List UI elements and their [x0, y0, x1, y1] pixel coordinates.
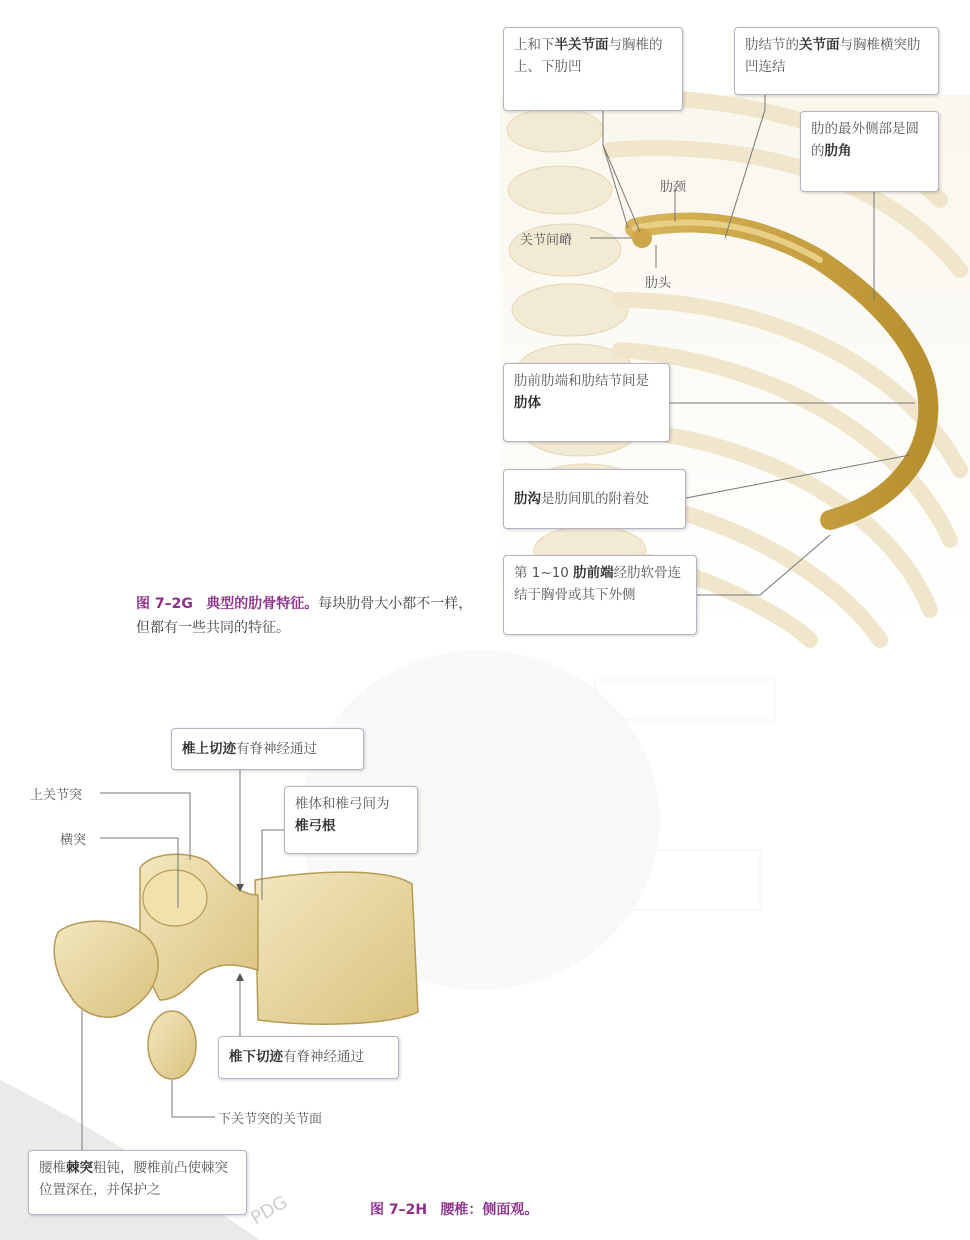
callout-text: 肋结节的 — [745, 37, 799, 53]
callout-term: 肋沟 — [514, 491, 541, 507]
callout-term: 肋体 — [514, 395, 541, 411]
label-rib-head: 肋头 — [645, 276, 672, 291]
figure-title: 腰椎：侧面观。 — [440, 1202, 539, 1218]
figure-number: 图 7–2G — [136, 596, 193, 612]
callout-rib-angle — [800, 111, 939, 192]
callout-text: 第 1~10 — [514, 565, 574, 581]
callout-text: 经肋软骨连结于胸骨或其下外侧 — [514, 565, 682, 603]
callout-term: 关节面 — [799, 37, 840, 53]
callout-text: 椎体和椎弓间为 — [295, 796, 390, 812]
callout-term: 椎下切迹 — [229, 1049, 283, 1065]
watermark-text: PDG — [247, 1191, 292, 1230]
callout-text: 是肋间肌的附着处 — [541, 491, 649, 507]
label-superior-articular-process: 上关节突 — [30, 788, 83, 803]
label-interarticular-crest: 关节间嵴 — [520, 233, 573, 248]
figure-7-2h-caption — [370, 1198, 630, 1222]
callout-term: 肋角 — [824, 143, 852, 159]
callout-costal-groove — [503, 469, 686, 529]
label-rib-neck: 肋颈 — [660, 180, 687, 195]
figure-title: 典型的肋骨特征。 — [206, 596, 319, 612]
callout-text: 肋前肋端和肋结节间是 — [514, 373, 649, 389]
callout-pedicle — [284, 786, 418, 854]
label-inferior-articular-facet: 下关节突的关节面 — [218, 1112, 323, 1127]
callout-text: 与胸椎的上、下肋凹 — [514, 37, 663, 75]
callout-rib-body — [503, 363, 670, 442]
callout-text: 有脊神经通过 — [283, 1049, 364, 1065]
callout-text: 腰椎 — [39, 1160, 66, 1176]
callout-inferior-notch — [218, 1036, 399, 1079]
callout-text: 粗钝，腰椎前凸使棘突位置深在，并保护之 — [39, 1160, 228, 1198]
callout-term: 棘突 — [66, 1160, 93, 1176]
label-transverse-process: 横突 — [60, 833, 87, 848]
callout-text: 肋的最外侧部是圆的 — [811, 121, 919, 159]
callout-term: 椎上切迹 — [182, 741, 236, 757]
callout-term: 肋前端 — [573, 565, 614, 581]
callout-articular-facets — [503, 27, 683, 111]
figure-number: 图 7–2H — [370, 1202, 428, 1218]
figure-description: 每块肋骨大小都不一样，但都有一些共同的特征。 — [136, 596, 473, 636]
callout-term: 半关节面 — [554, 37, 609, 53]
callout-text: 上和下 — [514, 37, 555, 53]
figure-7-2g-caption — [136, 592, 476, 640]
callout-superior-notch — [171, 728, 364, 770]
callout-rib-front-end — [503, 555, 697, 635]
callout-text: 有脊神经通过 — [236, 741, 317, 757]
callout-spinous-process — [28, 1150, 247, 1215]
callout-term: 椎弓根 — [295, 818, 336, 834]
callout-text: 与胸椎横突肋凹连结 — [745, 37, 921, 75]
callout-tubercle-facet — [734, 27, 939, 95]
